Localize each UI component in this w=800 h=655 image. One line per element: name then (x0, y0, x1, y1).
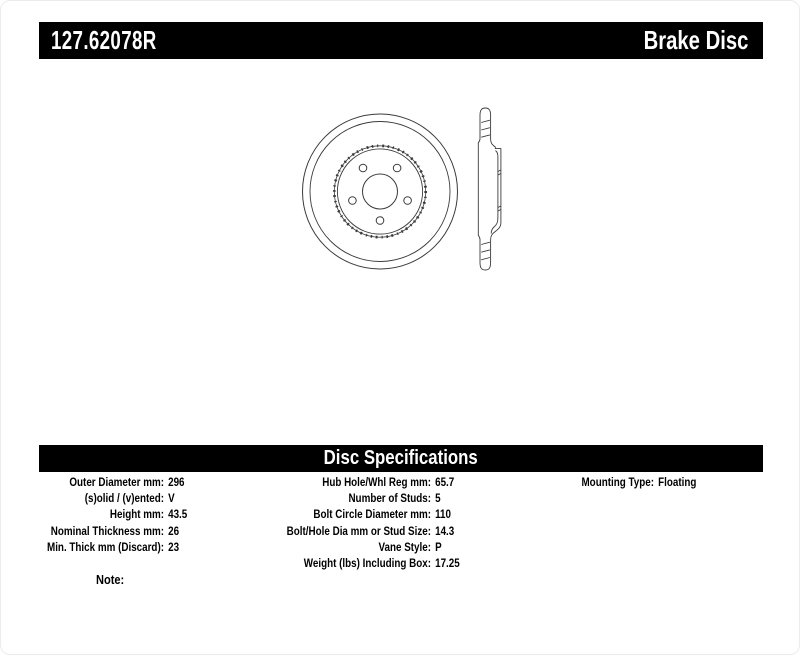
product-type-title: Brake Disc (643, 25, 748, 55)
spec-row-vane-style (251, 539, 466, 555)
spec-column-mounting (521, 474, 706, 490)
spec-row-height (21, 506, 192, 522)
spec-row-solid-vented (21, 490, 192, 506)
brake-disc-side-view (478, 108, 501, 270)
note-label: Note: (96, 572, 125, 587)
spec-section-bar (39, 445, 763, 472)
spec-row-weight (251, 555, 466, 571)
spec-label: Hub Hole/Whl Reg mm: (322, 475, 431, 490)
part-number: 127.62078R (51, 25, 157, 55)
spec-value: 26 (168, 523, 180, 538)
spec-row-outer-diameter (21, 474, 192, 490)
spec-label: Mounting Type: (581, 475, 654, 490)
spec-row-bolt-circle (251, 506, 466, 522)
spec-value: 17.25 (435, 556, 460, 571)
spec-row-min-thickness (21, 539, 192, 555)
spec-label: Bolt/Hole Dia mm or Stud Size: (286, 523, 431, 538)
spec-label: Min. Thick mm (Discard): (46, 539, 164, 554)
brake-disc-front-view (303, 114, 458, 269)
spec-value: Floating (658, 475, 697, 490)
spec-value: 110 (435, 507, 451, 522)
spec-column-hub-details (251, 474, 466, 571)
spec-label: Weight (lbs) Including Box: (303, 556, 431, 571)
spec-value: 23 (168, 539, 180, 554)
spec-label: Bolt Circle Diameter mm: (313, 507, 431, 522)
header-bar (39, 22, 763, 59)
spec-value: 43.5 (168, 507, 188, 522)
brake-disc-technical-drawing (286, 93, 516, 283)
spec-label: Nominal Thickness mm: (50, 523, 164, 538)
spec-value: 296 (168, 475, 185, 490)
spec-row-hub-hole (251, 474, 466, 490)
spec-label: (s)olid / (v)ented: (84, 491, 164, 506)
spec-row-mounting-type (521, 474, 706, 490)
spec-label: Vane Style: (378, 539, 431, 554)
spec-label: Number of Studs: (348, 491, 431, 506)
spec-value: 65.7 (435, 475, 455, 490)
spec-value: 5 (435, 491, 441, 506)
spec-row-nominal-thickness (21, 523, 192, 539)
spec-label: Height mm: (109, 507, 164, 522)
spec-label: Outer Diameter mm: (69, 475, 164, 490)
spec-value: 14.3 (435, 523, 455, 538)
spec-value: V (168, 491, 175, 506)
spec-section-title: Disc Specifications (323, 447, 479, 469)
spec-column-dimensions (21, 474, 192, 555)
spec-row-bolt-hole-dia (251, 523, 466, 539)
spec-value: P (435, 539, 442, 554)
spec-row-number-of-studs (251, 490, 466, 506)
